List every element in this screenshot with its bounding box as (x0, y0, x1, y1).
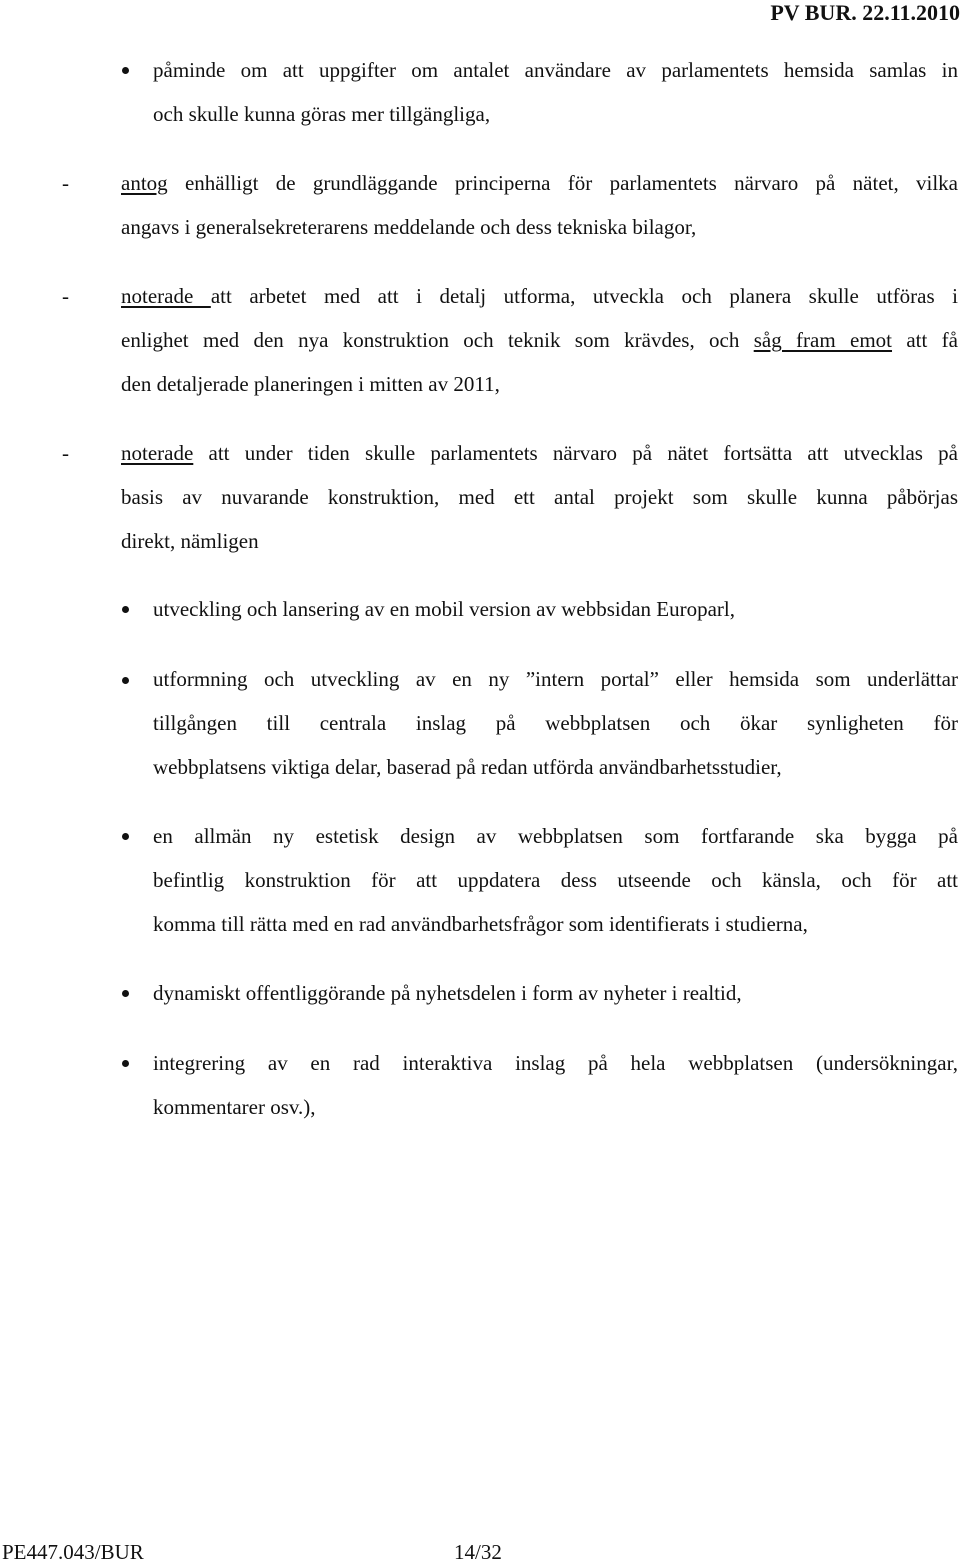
text-line: integrering av en rad interaktiva inslag på hela webbplatsen (undersökningar, (153, 1051, 958, 1075)
text-line: utveckling och lansering av en mobil version av webbsidan Europarl, (153, 597, 736, 621)
text-line: kommentarer osv.), (153, 1095, 316, 1119)
text-line: en allmän ny estetisk design av webbplatsen som fortfarande ska bygga på (153, 824, 958, 848)
dash-marker: - (62, 284, 69, 308)
list-item (153, 48, 958, 136)
text-line: basis av nuvarande konstruktion, med ett antal projekt som skulle kunna påbörjas (121, 485, 958, 509)
text-line: utformning och utveckling av en ny ”intern portal” eller hemsida som underlättar (153, 667, 958, 691)
footer-document-ref: PE447.043/BUR (2, 1540, 144, 1564)
bullet-icon (122, 67, 129, 74)
bullet-icon (122, 990, 129, 997)
underlined-verb: noterade (121, 441, 194, 465)
text-line: webbplatsens viktiga delar, baserad på redan utförda användbarhetsstudier, (153, 755, 782, 779)
text-line: befintlig konstruktion för att uppdatera dess utseende och känsla, och för att (153, 868, 958, 892)
bullet-icon (122, 833, 129, 840)
text-line: den detaljerade planeringen i mitten av 2011, (121, 372, 500, 396)
list-item (153, 814, 958, 946)
text-line: direkt, nämligen (121, 529, 259, 553)
text-line: påminde om att uppgifter om antalet användare av parlamentets hemsida samlas in (153, 58, 958, 82)
text-segment: enhälligt de grundläggande principerna för parlamentets närvaro på nätet, vilka (167, 171, 958, 195)
list-item (153, 587, 958, 631)
text-line (121, 318, 958, 362)
list-item (121, 274, 958, 406)
text-segment: att under tiden skulle parlamentets närvaro på nätet fortsätta att utvecklas på (193, 441, 958, 465)
list-item (121, 161, 958, 249)
bullet-icon (122, 677, 129, 684)
text-line: komma till rätta med en rad användbarhetsfrågor som identifierats i studierna, (153, 912, 808, 936)
text-segment: att arbetet med att i detalj utforma, utveckla och planera skulle utföras i (210, 284, 958, 308)
document-reference-header: PV BUR. 22.11.2010 (770, 0, 960, 25)
dash-marker: - (62, 441, 69, 465)
underlined-verb: antog (121, 171, 168, 195)
text-segment: enlighet med den nya konstruktion och teknik som krävdes, och (121, 328, 754, 352)
text-line: och skulle kunna göras mer tillgängliga, (153, 102, 491, 126)
list-item (121, 431, 958, 563)
underlined-phrase: såg fram emot (753, 328, 893, 352)
text-line (121, 274, 958, 318)
text-line (121, 431, 958, 475)
dash-marker: - (62, 171, 69, 195)
footer-page-number: 14/32 (454, 1540, 502, 1564)
list-item (153, 657, 958, 789)
underlined-verb: noterade (121, 284, 211, 308)
bullet-icon (122, 606, 129, 613)
bullet-icon (122, 1060, 129, 1067)
text-line (121, 161, 958, 205)
text-line: tillgången till centrala inslag på webbplatsen och ökar synligheten för (153, 711, 958, 735)
text-line: dynamiskt offentliggörande på nyhetsdelen i form av nyheter i realtid, (153, 981, 742, 1005)
text-line: angavs i generalsekreterarens meddelande och dess tekniska bilagor, (121, 215, 697, 239)
list-item (153, 1041, 958, 1129)
text-segment: att få (892, 328, 958, 352)
list-item (153, 971, 958, 1015)
